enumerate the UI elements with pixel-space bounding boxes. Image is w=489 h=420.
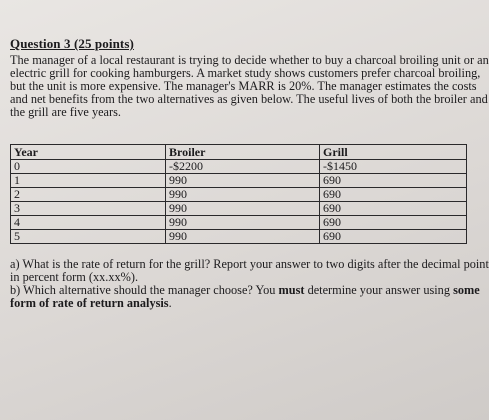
cell-year: 3 <box>11 202 166 216</box>
cell-broiler: 990 <box>166 202 320 216</box>
part-a-line: a) What is the rate of return for the grill? Report your answer to two digits after the decimal point <box>10 257 489 271</box>
statement-line: the grill are five years. <box>10 105 121 119</box>
part-b-text: determine your answer using <box>304 283 454 297</box>
statement-line: electric grill for cooking hamburgers. A market study shows customers prefer charcoal broiling, <box>10 66 481 80</box>
table-header-row <box>11 145 467 160</box>
cell-grill: 690 <box>320 174 467 188</box>
cell-grill: 690 <box>320 202 467 216</box>
statement-line: The manager of a local restaurant is trying to decide whether to buy a charcoal broiling unit or an <box>10 53 489 67</box>
cell-broiler: 990 <box>166 216 320 230</box>
part-b-emphasis: some <box>453 283 480 297</box>
header-grill: Grill <box>320 145 467 160</box>
cell-year: 0 <box>11 160 166 174</box>
cell-grill: 690 <box>320 230 467 244</box>
problem-statement <box>10 53 489 119</box>
part-b-text: b) Which alternative should the manager choose? You <box>10 283 279 297</box>
cell-grill: 690 <box>320 216 467 230</box>
part-a-line: in percent form (xx.xx%). <box>10 270 139 284</box>
table-row <box>11 202 467 216</box>
cell-grill: 690 <box>320 188 467 202</box>
table-row <box>11 188 467 202</box>
cell-broiler: 990 <box>166 230 320 244</box>
statement-line: and net benefits from the two alternatives as given below. The useful lives of both the broiler and <box>10 92 488 106</box>
part-b-text: . <box>168 296 172 310</box>
cell-broiler: 990 <box>166 188 320 202</box>
question-heading: Question 3 (25 points) <box>10 36 134 51</box>
cell-year: 2 <box>11 188 166 202</box>
cell-broiler: -$2200 <box>166 160 320 174</box>
table-row <box>11 160 467 174</box>
header-year: Year <box>11 145 166 160</box>
cash-flow-table <box>10 144 467 244</box>
part-b-line <box>10 297 472 310</box>
header-broiler: Broiler <box>166 145 320 160</box>
part-b-emphasis: must <box>278 283 305 297</box>
part-b-emphasis: form of rate of return analysis <box>10 296 169 310</box>
cell-grill: -$1450 <box>320 160 467 174</box>
cell-broiler: 990 <box>166 174 320 188</box>
cell-year: 4 <box>11 216 166 230</box>
table-row <box>11 174 467 188</box>
table-row <box>11 216 467 230</box>
cell-year: 1 <box>11 174 166 188</box>
table-row <box>11 230 467 244</box>
cell-year: 5 <box>11 230 166 244</box>
statement-line: but the unit is more expensive. The manager's MARR is 20%. The manager estimates the costs <box>10 79 477 93</box>
sub-questions <box>10 257 489 310</box>
